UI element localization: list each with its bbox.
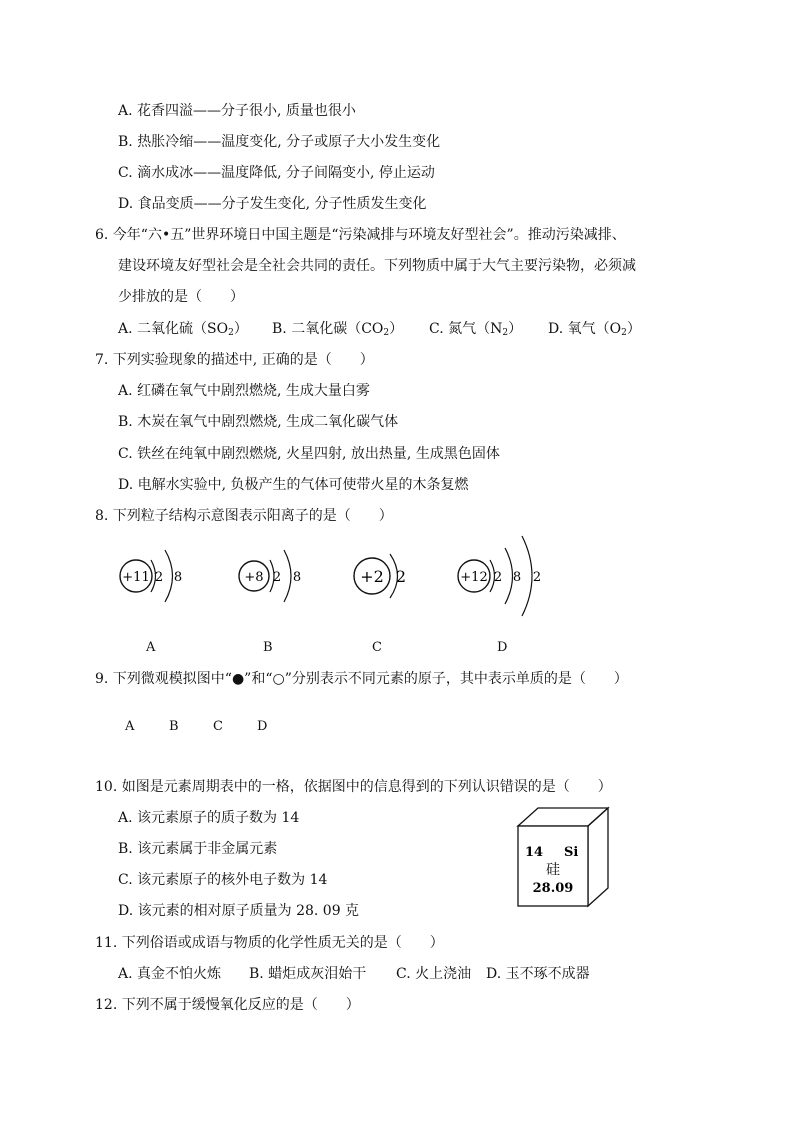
atom-diagram-c xyxy=(354,554,406,598)
q7-option-d: D. 电解水实验中, 负极产生的气体可使带火星的木条复燃 xyxy=(118,477,469,493)
q6-option-d: D. 氧气$(O_2)$ xyxy=(548,321,641,338)
atom-diagram-b xyxy=(239,550,301,602)
q6-option-b: B. 二氧化碳$(CO_2)$ xyxy=(272,321,404,338)
q10-option-d: D. 该元素的相对原子质量为 28. 09 克 xyxy=(118,903,360,919)
q10-stem: 10. 如图是元素周期表中的一格，依据图中的信息得到的下列认识错误的是（ ） xyxy=(95,779,612,795)
shell-d-3: 2 xyxy=(532,570,542,585)
nucleus-b: +8 xyxy=(244,570,264,585)
element-name: 硅 xyxy=(546,862,560,878)
q11-option-a: A. 真金不怕火炼 xyxy=(118,966,222,982)
q6-stem-line1: 6. 今年“六•五”世界环境日中国主题是“污染减排与环境友好型社会”。推动污染减排、 xyxy=(95,227,626,243)
q5-option-c: C. 滴水成冰——温度降低, 分子间隔变小, 停止运动 xyxy=(118,165,435,181)
q7-stem: 7. 下列实验现象的描述中, 正确的是（ ） xyxy=(95,352,374,368)
q5-option-d: D. 食品变质——分子发生变化, 分子性质发生变化 xyxy=(118,196,427,212)
q10-option-c: C. 该元素原子的核外电子数为 14 xyxy=(118,872,328,888)
element-number: 14 xyxy=(525,845,544,860)
q8-label-a: A xyxy=(146,640,156,655)
q9-label-a: A xyxy=(125,719,135,734)
q6-option-a: A. 二氧化硫$(SO_2)$ xyxy=(118,321,248,338)
shell-a-1: 2 xyxy=(154,570,164,585)
q9-label-d: D xyxy=(257,719,268,734)
q7-option-c: C. 铁丝在纯氧中剧烈燃烧, 火星四射, 放出热量, 生成黑色固体 xyxy=(118,446,500,462)
q7-option-a: A. 红磷在氧气中剧烈燃烧, 生成大量白雾 xyxy=(118,383,370,399)
nucleus-d: +12 xyxy=(460,570,488,585)
q9-label-b: B xyxy=(169,719,179,734)
q8-stem: 8. 下列粒子结构示意图表示阳离子的是（ ） xyxy=(95,508,393,524)
q11-option-b: B. 蜡炬成灰泪始干 xyxy=(249,966,367,982)
shell-d-2: 8 xyxy=(512,570,522,585)
atom-diagram-d xyxy=(458,536,541,616)
nucleus-a: +11 xyxy=(122,570,150,585)
q8-label-d: D xyxy=(497,640,508,655)
q8-label-c: C xyxy=(372,640,382,655)
q8-label-b: B xyxy=(263,640,273,655)
shell-a-2: 8 xyxy=(173,570,183,585)
shell-d-1: 2 xyxy=(493,570,503,585)
q7-option-b: B. 木炭在氧气中剧烈燃烧, 生成二氧化碳气体 xyxy=(118,414,399,430)
shell-c-1: 2 xyxy=(395,567,407,586)
element-symbol: Si xyxy=(564,845,579,860)
q6-option-c: C. 氮气$(N_2)$ xyxy=(429,321,523,338)
q11-stem: 11. 下列俗语或成语与物质的化学性质无关的是（ ） xyxy=(95,935,444,951)
q9-stem: 9. 下列微观模拟图中“●”和“○”分别表示不同元素的原子，其中表示单质的是（ ） xyxy=(95,671,628,687)
q10-option-a: A. 该元素原子的质子数为 14 xyxy=(118,810,300,826)
q5-option-b: B. 热胀冷缩——温度变化, 分子或原子大小发生变化 xyxy=(118,134,441,150)
q12-stem: 12. 下列不属于缓慢氧化反应的是（ ） xyxy=(95,997,360,1013)
q11-option-d: D. 玉不琢不成器 xyxy=(486,966,590,982)
q11-option-c: C. 火上浇油 xyxy=(396,966,472,982)
atom-structure-diagrams xyxy=(0,530,794,630)
nucleus-c: +2 xyxy=(360,567,384,586)
q9-label-c: C xyxy=(213,719,223,734)
q5-option-a: A. 花香四溢——分子很小, 质量也很小 xyxy=(118,103,356,119)
shell-b-1: 2 xyxy=(272,570,282,585)
atom-diagram-a xyxy=(120,550,182,602)
shell-b-2: 8 xyxy=(292,570,302,585)
element-mass: 28.09 xyxy=(532,881,574,896)
periodic-table-cell xyxy=(508,806,613,908)
q10-option-b: B. 该元素属于非金属元素 xyxy=(118,841,278,857)
q6-stem-line2: 建设环境友好型社会是全社会共同的责任。下列物质中属于大气主要污染物，必须减 xyxy=(118,258,636,274)
q6-stem-line3: 少排放的是（ ） xyxy=(118,289,244,305)
